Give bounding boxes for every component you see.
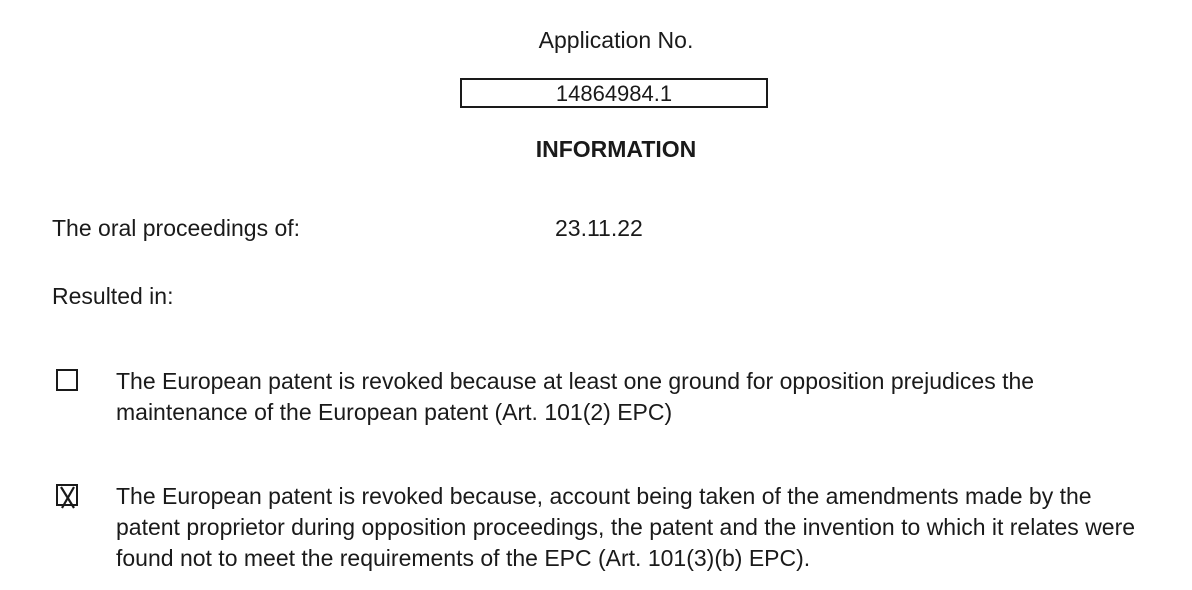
check-x-icon [56, 484, 80, 510]
document-title: INFORMATION [535, 136, 697, 162]
checked-checkbox[interactable] [56, 484, 78, 506]
option-text: The European patent is revoked because, account being taken of the amendments made by the patent proprietor during opposition proceedings, the patent and the invention to which it relates were found not to meet the requirements of the EPC (Art. 101(3)(b) EPC). [116, 483, 1136, 571]
application-number-box: 14864984.1 [460, 78, 768, 108]
resulted-in-label: Resulted in: [52, 283, 174, 309]
application-number-label: Application No. [538, 27, 694, 53]
unchecked-checkbox[interactable] [56, 369, 78, 391]
option-text: The European patent is revoked because at least one ground for opposition prejudices the maintenance of the European patent (Art. 101(2) EPC) [116, 368, 1035, 425]
oral-proceedings-date: 23.11.22 [555, 215, 643, 241]
oral-proceedings-label: The oral proceedings of: [52, 215, 301, 241]
